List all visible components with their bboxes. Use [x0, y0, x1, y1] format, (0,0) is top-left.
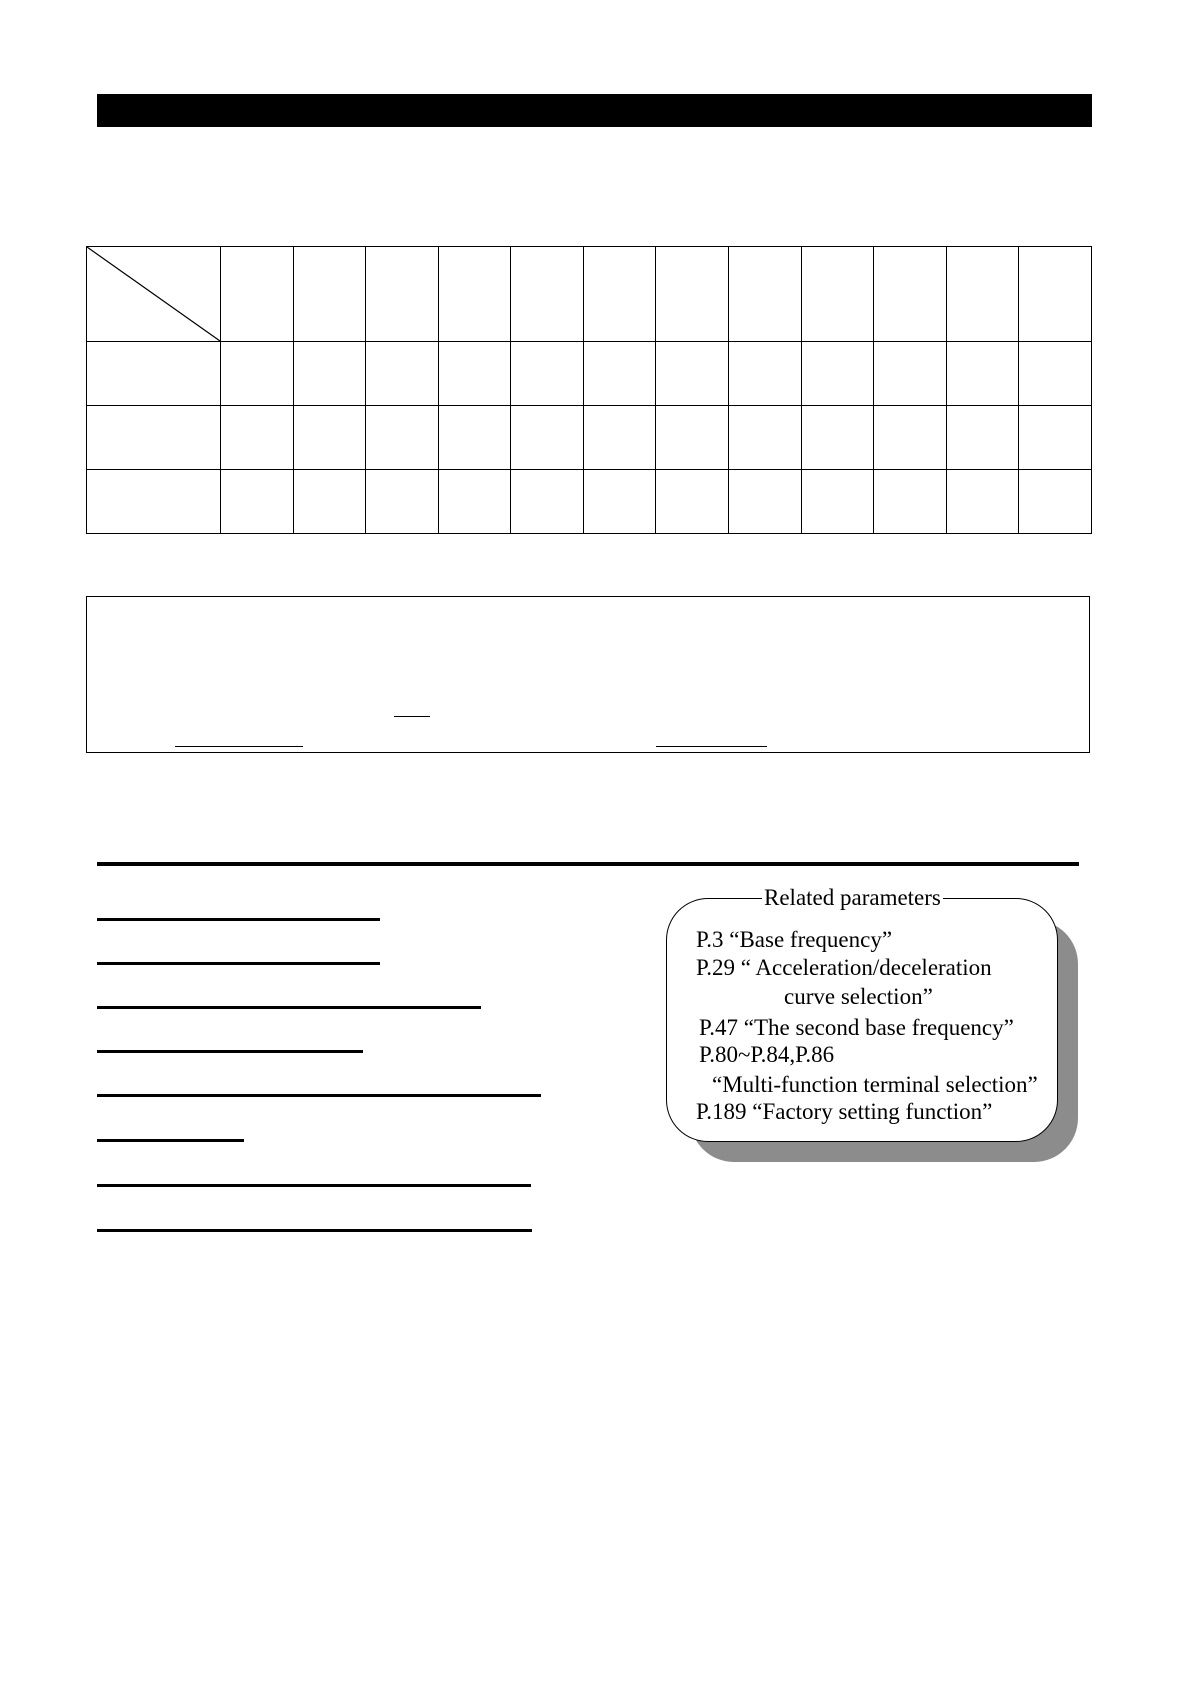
- note-underline: [656, 746, 767, 747]
- table-cell: [656, 470, 729, 534]
- table-cell: [729, 470, 802, 534]
- note-underline: [394, 716, 430, 717]
- table-cell: [221, 406, 294, 470]
- list-item-underline: [97, 1139, 244, 1142]
- table-cell: [583, 406, 656, 470]
- note-box: [86, 596, 1090, 753]
- table-cell: [874, 247, 947, 342]
- table-cell: [511, 342, 584, 406]
- table-cell: [293, 470, 366, 534]
- related-parameter-line: “Multi-function terminal selection”: [712, 1072, 1038, 1097]
- list-item-underline: [97, 1184, 531, 1187]
- table-header-row: [87, 247, 1092, 342]
- list-item-underline: [97, 1229, 532, 1232]
- table-cell: [946, 342, 1019, 406]
- table-cell: [583, 470, 656, 534]
- table-cell: [221, 470, 294, 534]
- note-underline: [175, 746, 303, 747]
- table-row: [87, 406, 1092, 470]
- table-cell: [438, 406, 511, 470]
- table-cell: [946, 406, 1019, 470]
- table-cell: [729, 406, 802, 470]
- table-cell: [656, 247, 729, 342]
- section-rule: [97, 862, 1079, 866]
- table-cell: [801, 247, 874, 342]
- list-item-underline: [97, 1050, 363, 1053]
- table-cell: [1019, 470, 1092, 534]
- related-parameter-line: P.29 “ Acceleration/deceleration: [696, 955, 992, 980]
- table-cell: [221, 342, 294, 406]
- related-parameter-line: P.189 “Factory setting function”: [696, 1099, 993, 1124]
- table-cell: [1019, 247, 1092, 342]
- table-cell: [87, 342, 221, 406]
- table-cell: [87, 470, 221, 534]
- table-cell: [801, 470, 874, 534]
- related-parameter-line: P.47 “The second base frequency”: [699, 1015, 1014, 1040]
- table-cell: [874, 470, 947, 534]
- table-cell: [801, 342, 874, 406]
- table-row: [87, 342, 1092, 406]
- table-cell: [1019, 406, 1092, 470]
- list-item-underline: [97, 1094, 541, 1097]
- related-parameter-line: P.80~P.84,P.86: [699, 1042, 835, 1067]
- table-cell: [438, 470, 511, 534]
- table-cell: [1019, 342, 1092, 406]
- table-row: [87, 470, 1092, 534]
- related-parameter-line: curve selection”: [784, 984, 933, 1009]
- list-item-underline: [97, 962, 380, 965]
- list-item-underline: [97, 1006, 481, 1009]
- table-cell: [511, 406, 584, 470]
- table-cell: [946, 470, 1019, 534]
- table-cell: [87, 406, 221, 470]
- table-cell: [583, 342, 656, 406]
- list-item-underline: [97, 918, 380, 921]
- table-cell: [801, 406, 874, 470]
- table-cell: [511, 247, 584, 342]
- table-cell: [511, 470, 584, 534]
- section-header-bar: [97, 94, 1092, 127]
- table-cell: [293, 247, 366, 342]
- table-cell: [366, 247, 439, 342]
- table-cell: [366, 406, 439, 470]
- table-cell: [656, 342, 729, 406]
- table-cell: [946, 247, 1019, 342]
- parameter-table: [86, 246, 1092, 534]
- table-cell: [874, 342, 947, 406]
- table-cell: [293, 406, 366, 470]
- table-cell: [656, 406, 729, 470]
- table-cell: [438, 247, 511, 342]
- table-cell: [221, 247, 294, 342]
- related-parameters-title: Related parameters: [764, 885, 941, 910]
- table-cell: [366, 342, 439, 406]
- table-cell: [874, 406, 947, 470]
- table-cell: [438, 342, 511, 406]
- table-cell: [366, 470, 439, 534]
- table-cell: [293, 342, 366, 406]
- related-parameter-line: P.3 “Base frequency”: [696, 927, 893, 952]
- diagonal-header-cell: [87, 247, 221, 342]
- table-cell: [583, 247, 656, 342]
- table-cell: [729, 342, 802, 406]
- table-cell: [729, 247, 802, 342]
